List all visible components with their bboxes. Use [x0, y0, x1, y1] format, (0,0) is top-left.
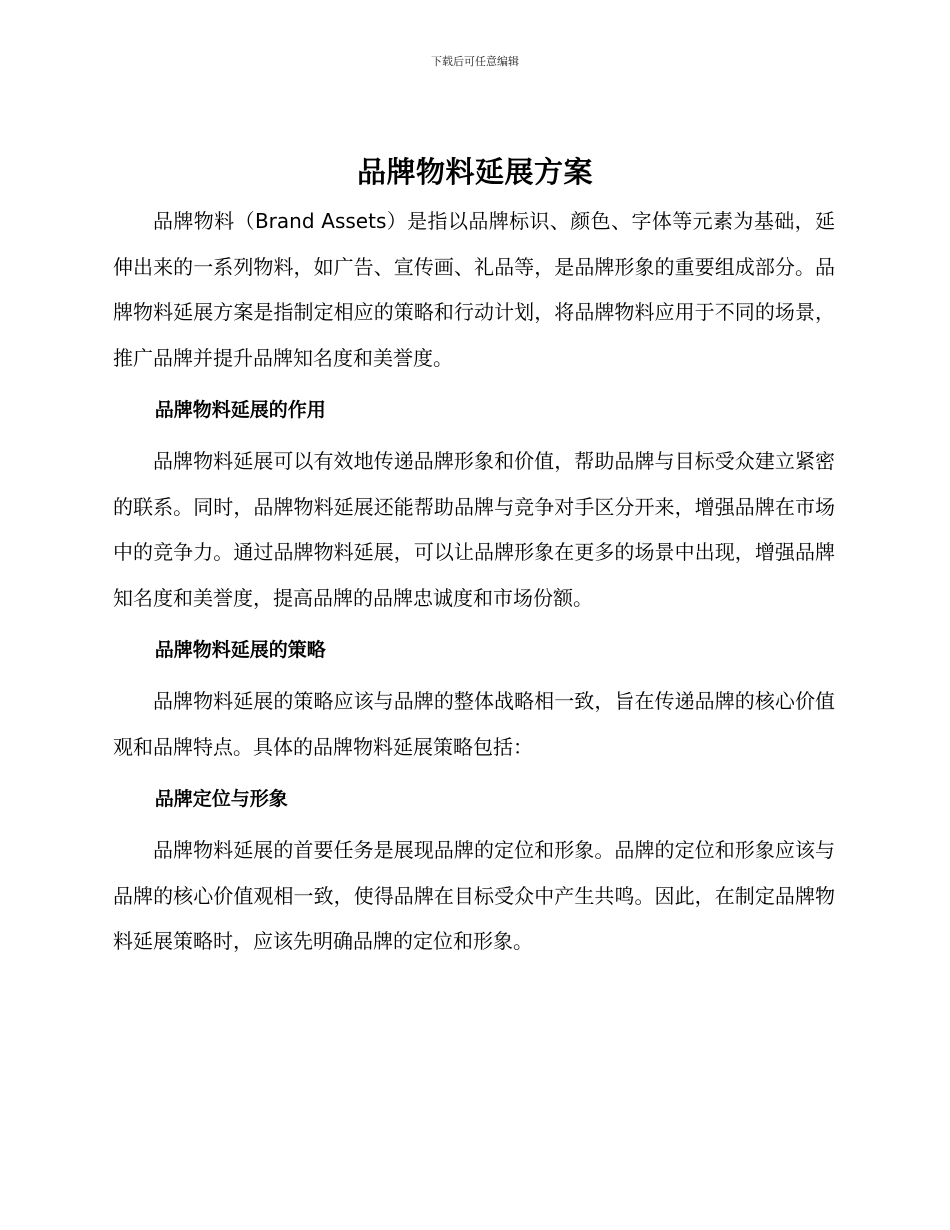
intro-paragraph: 品牌物料（Brand Assets）是指以品牌标识、颜色、字体等元素为基础，延伸出来的一系列物料，如广告、宣传画、礼品等，是品牌形象的重要组成部分。品牌物料延展方案是指制定相应的策略和行动计划，将品牌物料应用于不同的场景，推广品牌并提升品牌知名度和美誉度。 [113, 209, 835, 370]
header-note: 下载后可任意编辑 [431, 55, 519, 68]
document-body [113, 199, 835, 965]
section-heading-positioning: 品牌定位与形象 [154, 788, 288, 810]
section-paragraph-role: 品牌物料延展可以有效地传递品牌形象和价值，帮助品牌与目标受众建立紧密的联系。同时，品牌物料延展还能帮助品牌与竞争对手区分开来，增强品牌在市场中的竞争力。通过品牌物料延展，可以让品牌形象在更多的场景中出现，增强品牌知名度和美誉度，提高品牌的品牌忠诚度和市场份额。 [113, 449, 835, 610]
section-paragraph-positioning: 品牌物料延展的首要任务是展现品牌的定位和形象。品牌的定位和形象应该与品牌的核心价值观相一致，使得品牌在目标受众中产生共鸣。因此，在制定品牌物料延展策略时，应该先明确品牌的定位和形象。 [113, 838, 835, 953]
section-heading-role: 品牌物料延展的作用 [154, 399, 326, 421]
section-paragraph-strategy: 品牌物料延展的策略应该与品牌的整体战略相一致，旨在传递品牌的核心价值观和品牌特点。具体的品牌物料延展策略包括： [113, 689, 835, 759]
document-title: 品牌物料延展方案 [356, 155, 593, 189]
section-heading-strategy: 品牌物料延展的策略 [154, 639, 326, 661]
